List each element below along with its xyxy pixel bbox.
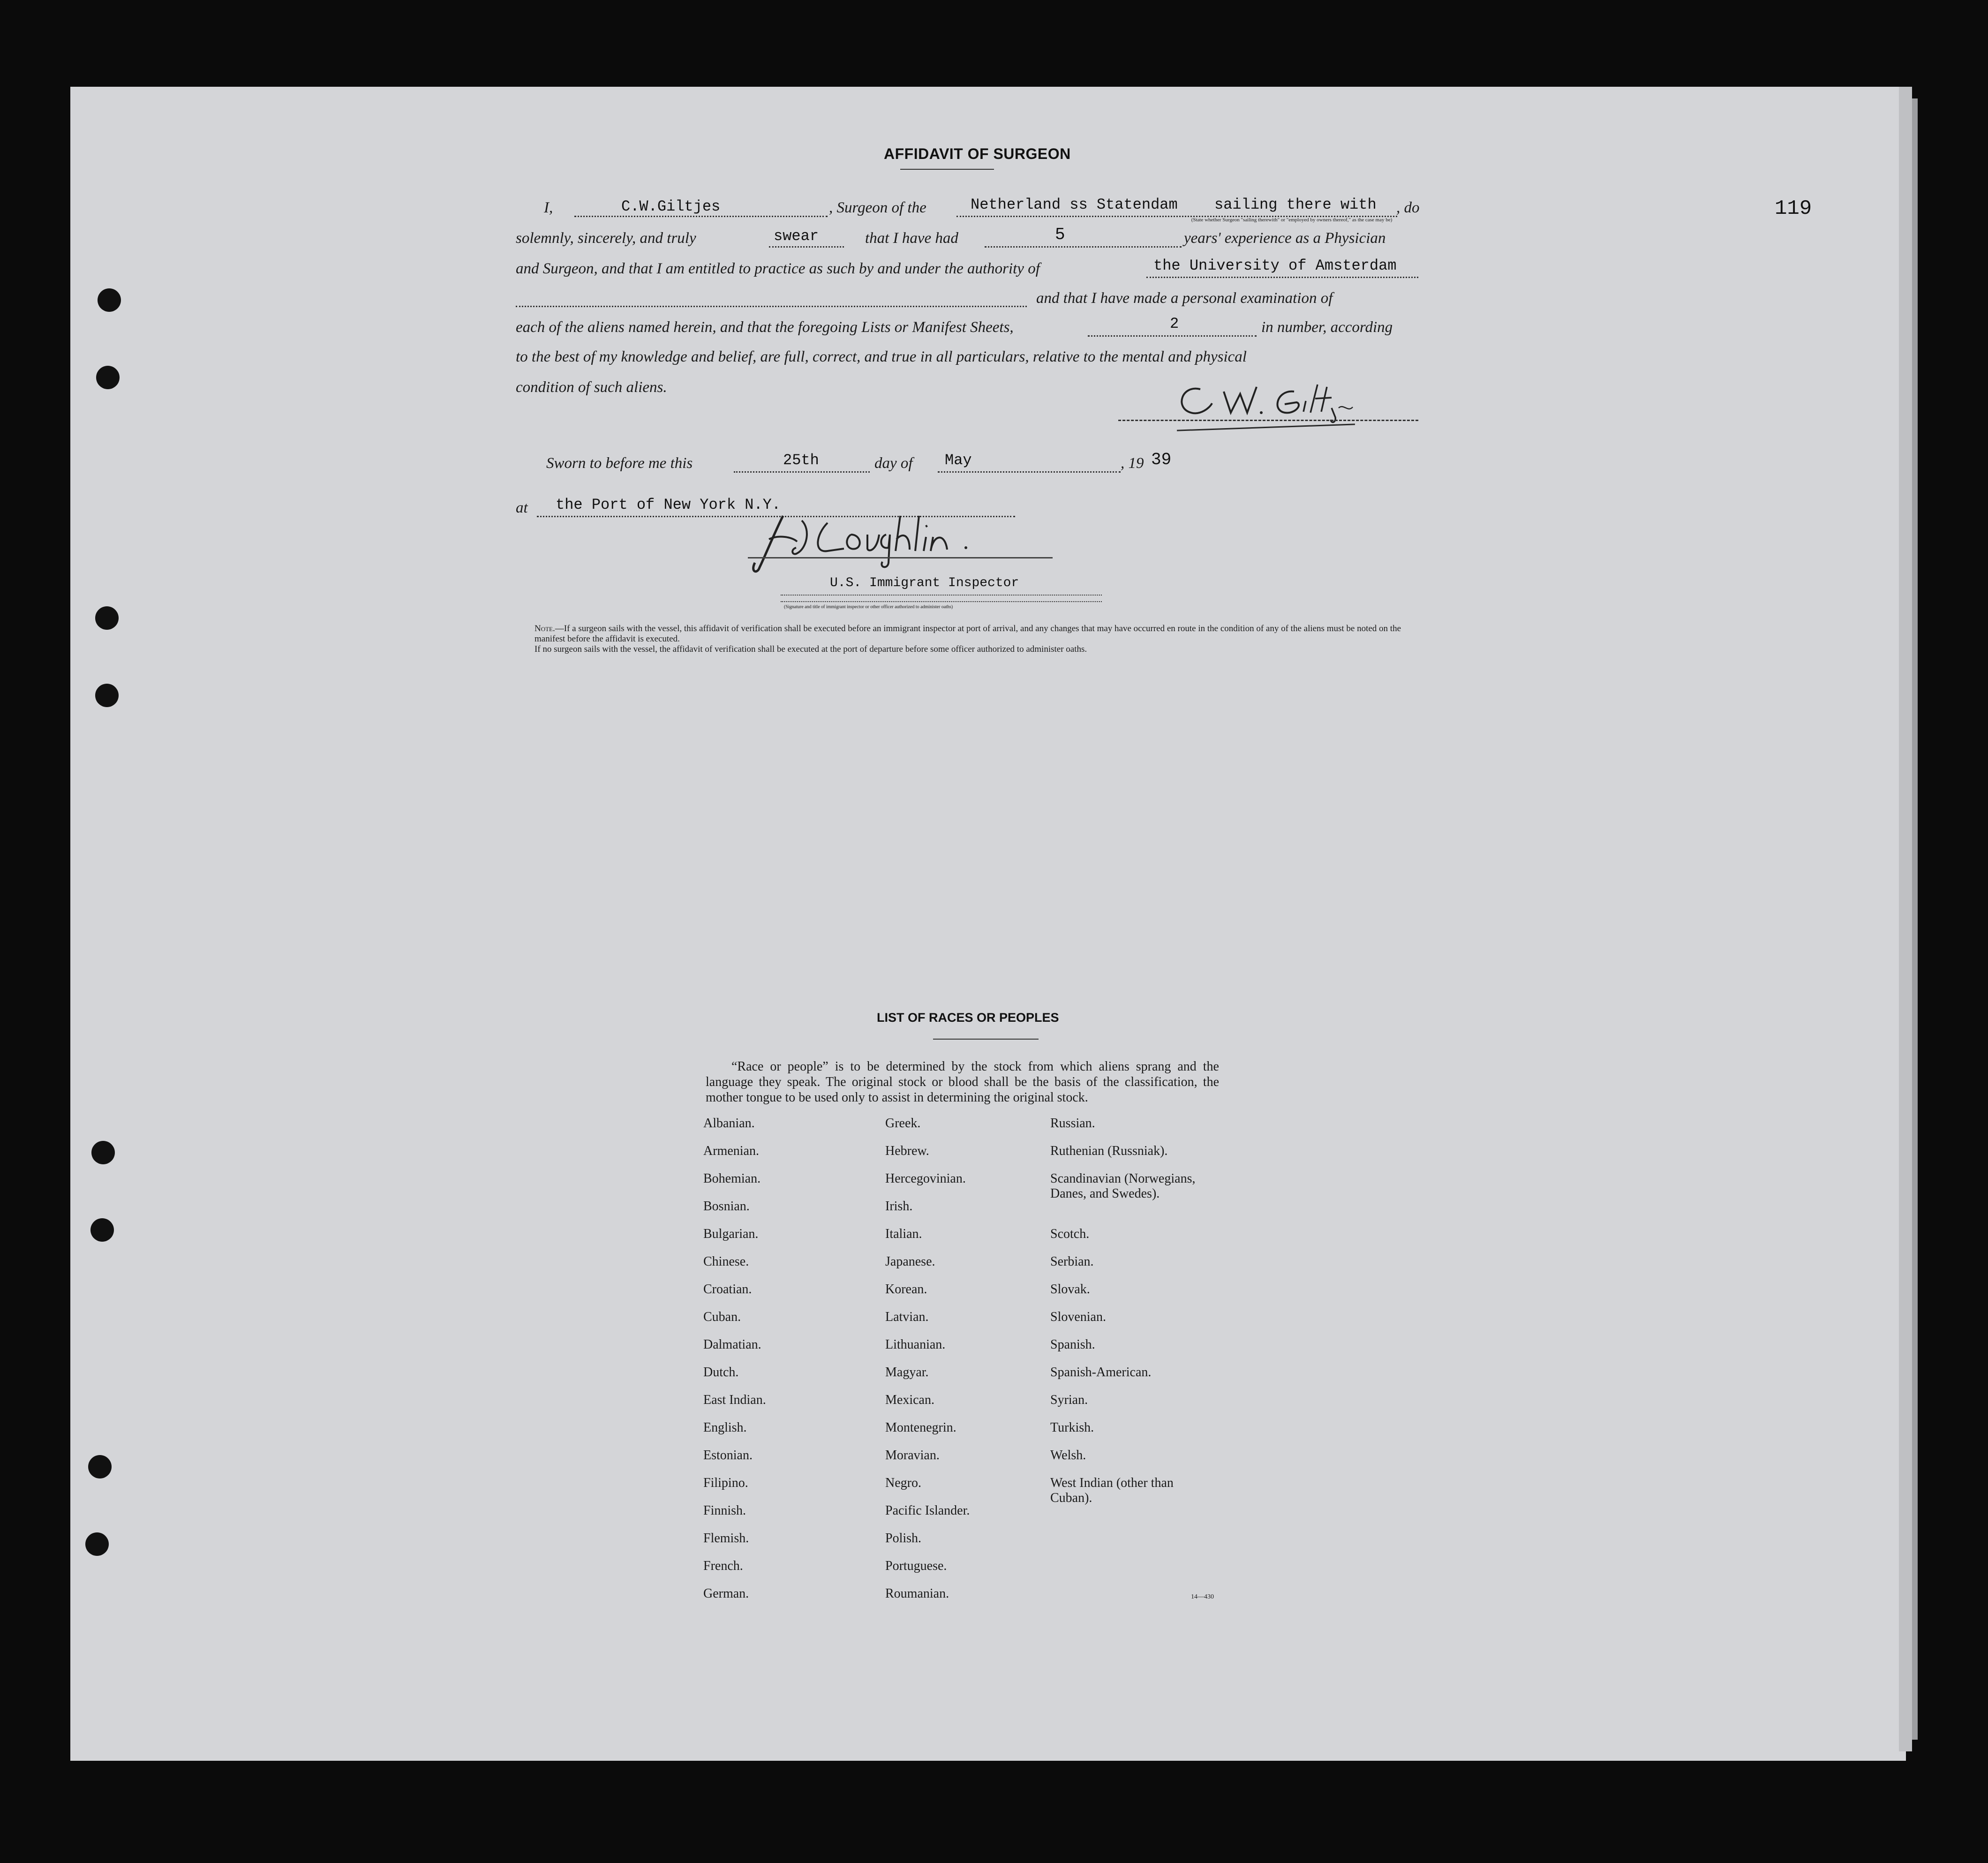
race-item: Dalmatian. [703,1337,761,1352]
surgeon-signature [1172,375,1369,431]
binder-hole [91,1141,115,1164]
label-at: at [516,499,528,516]
race-item: East Indian. [703,1393,766,1407]
race-item: Latvian. [885,1310,929,1324]
race-item: Serbian. [1050,1254,1094,1269]
race-item: Turkish. [1050,1420,1094,1435]
race-item: Greek. [885,1116,921,1131]
affidavit-title: AFFIDAVIT OF SURGEON [884,145,1071,162]
oath-line [769,246,844,248]
binder-hole [95,684,119,707]
sailing-status: sailing there with [1214,196,1377,213]
surgeon-name: C.W.Giltjes [621,198,721,215]
vessel-name: Netherland ss Statendam [971,196,1178,213]
label-in-number: in number, according [1261,319,1393,336]
race-item: Pacific Islander. [885,1503,970,1518]
race-item: Russian. [1050,1116,1095,1131]
race-item: Scotch. [1050,1227,1090,1241]
inspector-title: U.S. Immigrant Inspector [830,576,1019,590]
sworn-month: May [945,452,972,469]
race-item: Filipino. [703,1476,748,1490]
race-item: Spanish-American. [1050,1365,1152,1380]
race-item: Flemish. [703,1531,749,1546]
race-item: Estonian. [703,1448,753,1463]
inspector-title-line [781,595,1102,596]
note-label: Note. [535,624,555,634]
race-item: Italian. [885,1227,922,1241]
label-solemnly: solemnly, sincerely, and truly [516,230,696,247]
race-item: Bohemian. [703,1171,761,1186]
races-column-3 [1050,1116,1219,1531]
title-underline [900,169,994,170]
label-that-i-have-had: that I have had [865,230,958,247]
race-item: Montenegrin. [885,1420,956,1435]
label-manifest-sheets: each of the aliens named herein, and that the foregoing Lists or Manifest Sheets, [516,319,1014,336]
race-item: Chinese. [703,1254,749,1269]
race-item: Lithuanian. [885,1337,946,1352]
oath-type: swear [774,227,819,245]
race-item: Polish. [885,1531,922,1546]
sheets-line [1088,335,1257,337]
binder-hole [88,1455,112,1478]
inspector-signature [746,506,1074,581]
race-item: French. [703,1559,743,1573]
race-item: Irish. [885,1199,913,1214]
race-item: Scandinavian (Norwegians, Danes, and Swedes). [1050,1171,1196,1201]
race-item: Slovak. [1050,1282,1090,1297]
inspector-signature-line [748,557,1053,558]
page-edge [1899,87,1912,1751]
label-day-of: day of [874,455,913,472]
race-item: Portuguese. [885,1559,947,1573]
race-item: West Indian (other than Cuban). [1050,1476,1174,1505]
races-column-1 [703,1116,872,1614]
race-item: Dutch. [703,1365,739,1380]
label-surgeon-of-the: , Surgeon of the [829,199,926,216]
surgeon-signature-line [1118,420,1418,421]
label-years-experience: years' experience as a Physician [1184,230,1386,247]
race-item: English. [703,1420,747,1435]
affidavit-note [516,624,1421,655]
race-item: Finnish. [703,1503,746,1518]
note-text-2: If no surgeon sails with the vessel, the affidavit of verification shall be executed at the port of departure before some officer authorized to administer oaths. [535,644,1087,654]
races-title: LIST OF RACES OR PEOPLES [877,1011,1059,1025]
binder-hole [90,1218,114,1242]
race-item: Bulgarian. [703,1227,759,1241]
page-edge-shadow [1912,98,1918,1740]
race-item: Moravian. [885,1448,940,1463]
page-number: 119 [1775,197,1812,220]
label-year-prefix: , 19 [1121,455,1144,472]
authority-name: the University of Amsterdam [1153,257,1397,274]
label-condition: condition of such aliens. [516,379,667,396]
years-experience: 5 [1055,225,1065,244]
binder-hole [98,288,121,312]
race-item: Mexican. [885,1393,934,1407]
label-do: , do [1396,199,1420,216]
race-item: Magyar. [885,1365,929,1380]
race-item: Bosnian. [703,1199,750,1214]
race-item: Hebrew. [885,1144,929,1158]
inspector-caption: (Signature and title of immigrant inspector or other officer authorized to administer oaths) [784,604,953,610]
races-title-underline [933,1039,1039,1040]
sworn-day-line [734,471,870,473]
race-item: Japanese. [885,1254,935,1269]
label-i: I, [544,199,553,216]
race-item: Hercegovinian. [885,1171,966,1186]
label-knowledge-belief: to the best of my knowledge and belief, are full, correct, and true in all particulars, relative to the mental and physical [516,348,1247,365]
sworn-month-line [938,471,1121,473]
races-intro: “Race or people” is to be determined by the stock from which aliens sprang and the language they speak. The original stock or blood shall be the basis of the classification, the mother tongue to be used only to assist in determining the original stock. [706,1059,1219,1105]
race-item: Korean. [885,1282,927,1297]
race-item: Spanish. [1050,1337,1095,1352]
label-sworn: Sworn to before me this [546,455,693,472]
binder-hole [96,366,120,389]
note-text-1: —If a surgeon sails with the vessel, this affidavit of verification shall be executed before an immigrant inspector at port of arrival, and any changes that may have occurred en route in the condition of any of the aliens must be noted on the manifest before the affidavit is executed. [535,624,1401,644]
place-of-oath: the Port of New York N.Y. [556,496,781,513]
authority-continuation-line [516,306,1027,307]
sworn-day: 25th [783,452,819,469]
authority-line [1146,277,1418,278]
binder-hole [85,1532,109,1556]
sailing-instruction: (State whether Surgeon "sailing therewith" or "employed by owners thereof," as the case may be) [1191,217,1393,223]
inspector-caption-line [781,601,1102,602]
race-item: Armenian. [703,1144,759,1158]
sworn-year-suffix: 39 [1151,450,1172,469]
race-item: Cuban. [703,1310,741,1324]
race-item: Negro. [885,1476,921,1490]
binder-hole [95,606,119,630]
race-item: German. [703,1586,749,1601]
label-authority: and Surgeon, and that I am entitled to practice as such by and under the authority of [516,260,1040,277]
race-item: Welsh. [1050,1448,1086,1463]
label-personal-examination: and that I have made a personal examination of [1036,290,1333,307]
race-item: Albanian. [703,1116,755,1131]
years-line [985,246,1182,248]
race-item: Croatian. [703,1282,752,1297]
surgeon-name-line [574,216,828,217]
form-number: 14—430 [1191,1593,1214,1600]
race-item: Roumanian. [885,1586,949,1601]
race-item: Slovenian. [1050,1310,1106,1324]
race-item: Syrian. [1050,1393,1088,1407]
race-item: Ruthenian (Russniak). [1050,1144,1168,1158]
sheets-count: 2 [1170,315,1179,332]
races-column-2 [885,1116,1054,1614]
